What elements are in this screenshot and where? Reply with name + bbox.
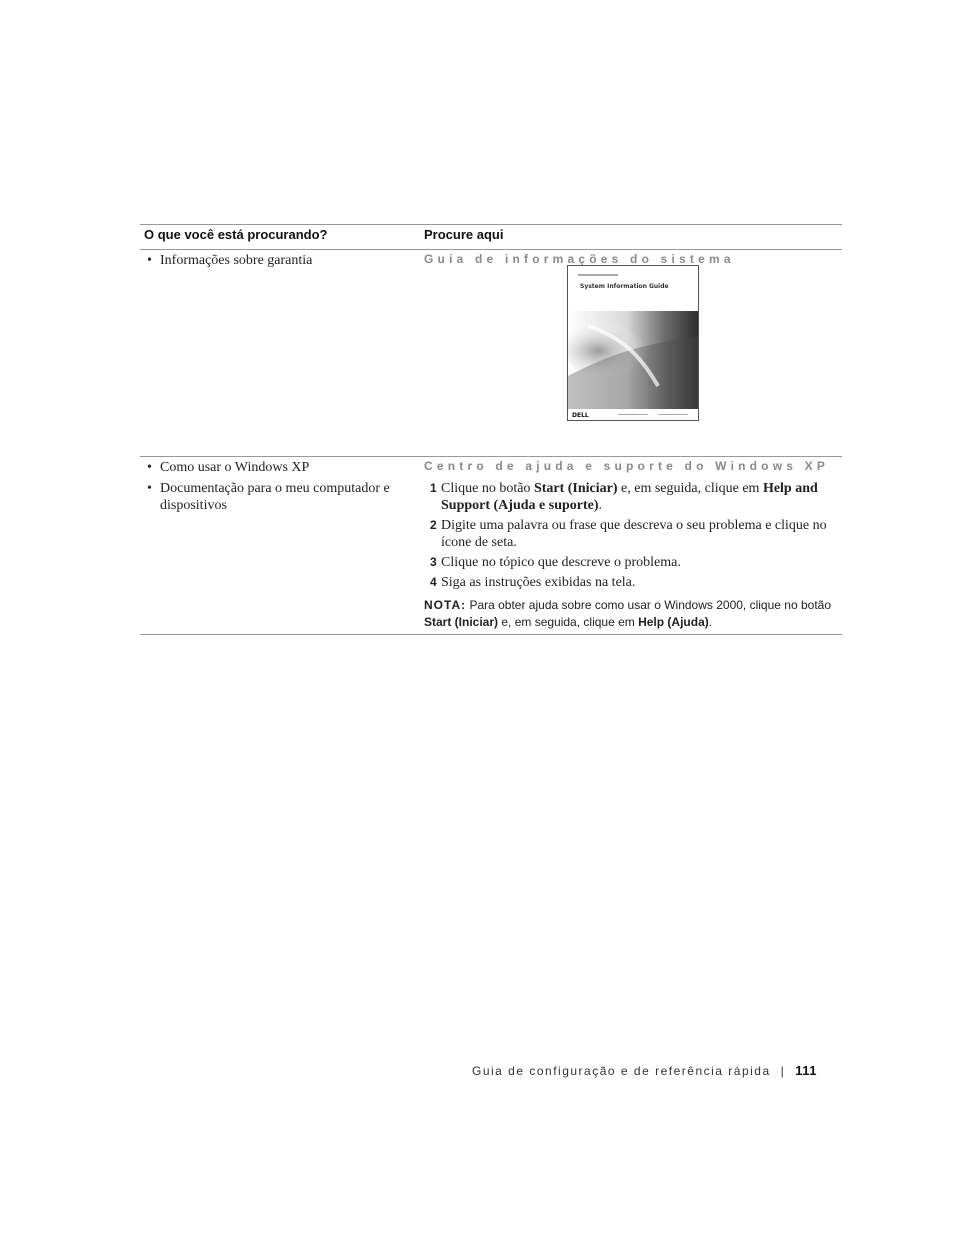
header-look-here: Procure aqui xyxy=(424,227,504,242)
step-1 xyxy=(424,480,842,514)
table-bottom-rule xyxy=(140,634,842,635)
note-text: e, em seguida, clique em xyxy=(498,615,639,629)
note-start-label: Start (Iniciar) xyxy=(424,615,499,629)
step-text: Clique no tópico que descreve o problema. xyxy=(441,555,681,570)
note-help-label: Help (Ajuda) xyxy=(638,615,709,629)
header-looking-for: O que você está procurando? xyxy=(144,227,328,242)
info-table xyxy=(140,224,842,635)
step-3 xyxy=(424,554,842,571)
table-row xyxy=(140,457,842,634)
table-header xyxy=(140,225,842,249)
table-row xyxy=(140,250,842,456)
footer-separator: | xyxy=(780,1064,786,1078)
section-title-system-info-guide: Guia de informações do sistema xyxy=(424,252,735,266)
system-information-guide-cover-image xyxy=(567,265,699,421)
cover-title-text: System Information Guide xyxy=(580,283,669,290)
step-text: Siga as instruções exibidas na tela. xyxy=(441,575,636,590)
note-text: Para obter ajuda sobre como usar o Windows 2000, clique no botão xyxy=(466,598,831,612)
step-4 xyxy=(424,574,842,591)
row-topics xyxy=(144,252,404,273)
row-resources xyxy=(424,459,842,631)
step-number: 3 xyxy=(430,555,437,569)
topic-warranty: • Informações sobre garantia xyxy=(144,252,404,269)
help-support-label: Help and Support (Ajuda e suporte) xyxy=(441,481,818,513)
step-text: e, em seguida, clique em xyxy=(617,481,763,496)
page-footer xyxy=(472,1063,817,1078)
step-number: 4 xyxy=(430,575,437,589)
note-label: NOTA: xyxy=(424,598,467,612)
footer-title: Guia de configuração e de referência rápida xyxy=(472,1064,771,1078)
step-text: Digite uma palavra ou frase que descreva o seu problema e clique no ícone de seta. xyxy=(441,518,827,550)
section-title-help-support-center: Centro de ajuda e suporte do Windows XP xyxy=(424,459,830,473)
topic-documentation: • Documentação para o meu computador e dispositivos xyxy=(144,480,404,514)
step-number: 2 xyxy=(430,518,437,532)
note xyxy=(424,597,842,631)
step-2 xyxy=(424,517,842,551)
page-number: 111 xyxy=(795,1063,818,1078)
step-number: 1 xyxy=(430,481,437,495)
step-text: Clique no botão xyxy=(441,481,534,496)
row-topics xyxy=(144,459,404,518)
step-text: . xyxy=(598,498,603,513)
start-button-label: Start (Iniciar) xyxy=(533,481,618,496)
note-text: . xyxy=(708,615,713,629)
dell-logo: DELL xyxy=(572,412,589,419)
topic-windows-xp: • Como usar o Windows XP xyxy=(144,459,404,476)
